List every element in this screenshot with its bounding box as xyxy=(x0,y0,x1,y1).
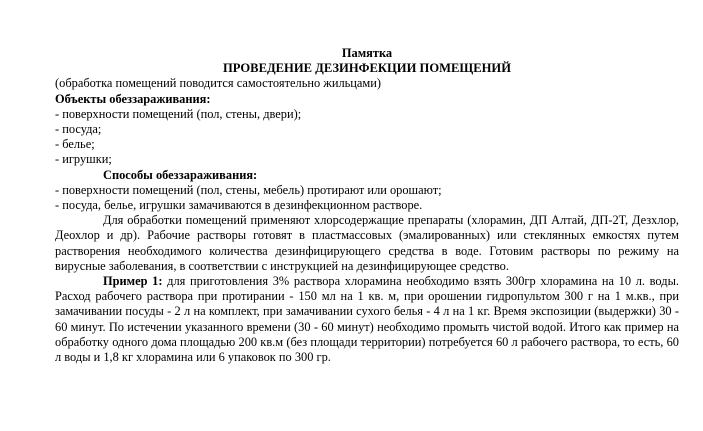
list-item: - поверхности помещений (пол, стены, мебель) протирают или орошают; xyxy=(55,182,442,197)
list-item: - белье; xyxy=(55,137,95,152)
memo-subtitle: ПРОВЕДЕНИЕ ДЕЗИНФЕКЦИИ ПОМЕЩЕНИЙ xyxy=(222,61,512,76)
methods-list xyxy=(55,183,679,213)
objects-list xyxy=(55,107,679,168)
list-item: - посуда; xyxy=(55,122,102,137)
list-item: - игрушки; xyxy=(55,152,112,167)
list-item: - посуда, белье, игрушки замачиваются в дезинфекционном растворе. xyxy=(55,198,423,213)
example-label: Пример 1: xyxy=(103,274,163,289)
memo-note: (обработка помещений поводится самостоятельно жильцами) xyxy=(55,76,382,91)
objects-heading: Объекты обеззараживания: xyxy=(55,91,211,106)
example-paragraph xyxy=(55,274,679,365)
memo-title: Памятка xyxy=(341,46,393,60)
methods-heading: Способы обеззараживания: xyxy=(103,167,258,182)
memo-document xyxy=(55,46,679,365)
list-item: - поверхности помещений (пол, стены, двери); xyxy=(55,106,302,121)
preparation-paragraph: Для обработки помещений применяют хлорсодержащие препараты (хлорамин, ДП Алтай, ДП-2Т, Дезхлор, Деохлор и др). Рабочие растворы готовят в пластмассовых (эмалированных) или стеклянных емкостях путем растворения необходимого количества дезинфицирующего средства в воде. Готовим растворы по режиму на вирусные заболевания, в соответствии с инструкцией на дезинфицирующее средство. xyxy=(55,213,679,273)
example-text: для приготовления 3% раствора хлорамина необходимо взять 300гр хлорамина на 10 л. воды. Расход рабочего раствора при протирании - 150 мл на 1 кв. м, при орошении гидропультом 300 г на 1 м.кв., при замачивании посуды - 2 л на комплект, при замачивании сухого белья - 4 л на 1 кг. Время экспозиции (выдержки) 30 - 60 минут. По истечении указанного времени (30 - 60 минут) необходимо промыть чистой водой. Итого как пример на обработку одного дома площадью 200 кв.м (без площади территории) потребуется 60 л рабочего раствора, то есть, 60 л воды и 1,8 кг хлорамина или 6 упаковок по 300 гр. xyxy=(55,274,679,365)
